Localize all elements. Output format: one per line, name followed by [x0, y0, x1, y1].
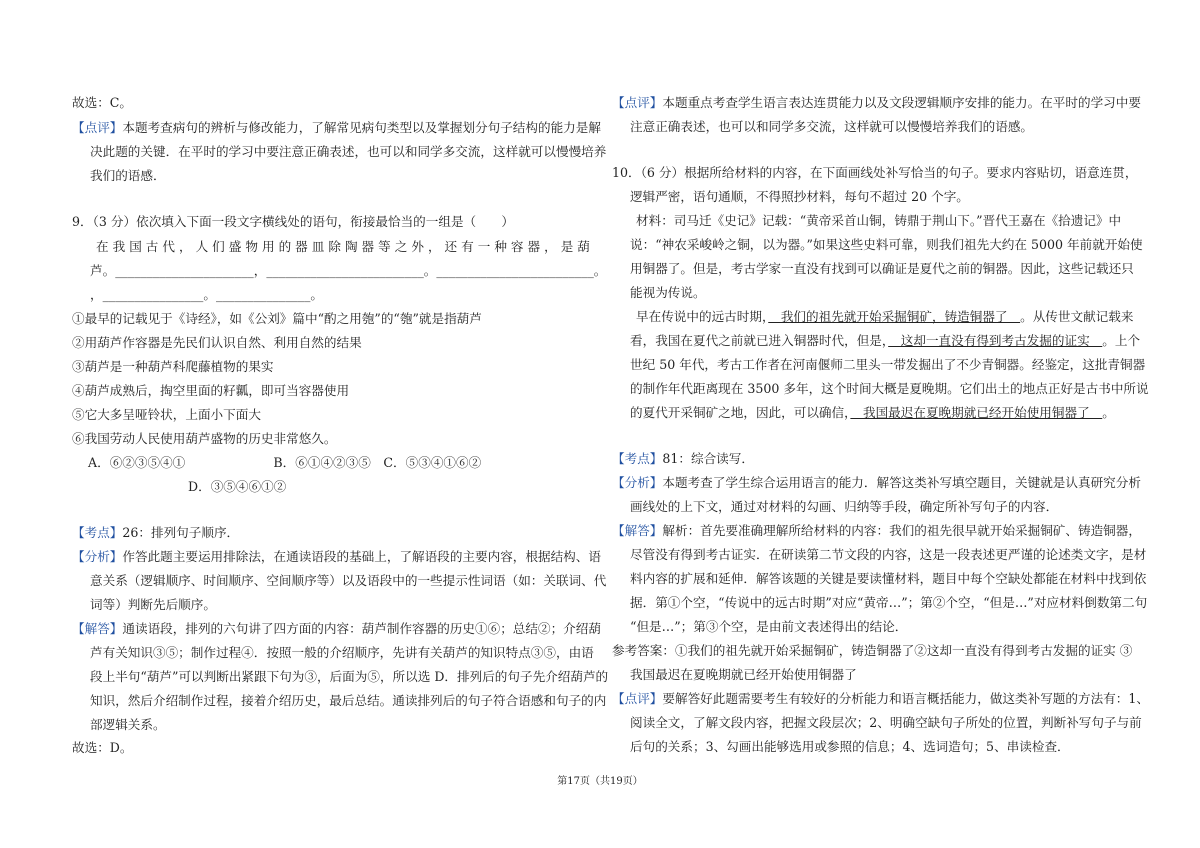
q9-fenxi-line3: 词等）判断先后顺序。 [90, 597, 216, 612]
q10-fenxi-line2: 画线处的上下文，通过对材料的勾画、归纳等手段，确定所补写句子的内容． [630, 499, 1059, 514]
q9-para-line1: 在 我 国 古 代 ， 人 们 盛 物 用 的 器 皿 除 陶 器 等 之 外 ， 还 有 一 种 容 器 ， 是 葫 [96, 239, 590, 254]
q10-dianping-line2: 阅读全文，了解文段内容，把握文段层次；2、明确空缺句子所处的位置，判断补写句子与前 [630, 715, 1142, 730]
q9-dianping-line2: 注意正确表述，也可以和同学多交流，这样就可以慢慢培养我们的语感。 [630, 119, 1033, 134]
q9-stem: 9．（3 分）依次填入下面一段文字横线处的语句，衔接最恰当的一组是（ ） [72, 214, 514, 229]
passage-line5: 的夏代开采铜矿之地，因此，可以确信， 我国最迟在夏晚期就已经开始使用铜器了 。 [630, 405, 1115, 420]
q8-comment-line1: 【点评】本题考查病句的辨析与修改能力，了解常见病句类型以及掌握划分句子结构的能力是解 [72, 120, 601, 135]
q10-kaodian: 【考点】81：综合读写． [612, 451, 754, 466]
q10-jieda-line5: “但是…”；第③个空，是由前文表述得出的结论． [630, 619, 908, 634]
passage-line3: 世纪 50 年代，考古工作者在河南偃师二里头一带发掘出了不少青铜器。经鉴定，这批青铜器 [630, 357, 1146, 372]
material-line3: 用铜器了。但是，考古学家一直没有找到可以确证是夏代之前的铜器。因此，这些记载还只 [630, 261, 1134, 276]
q9-jieda-line3: 段上半句“葫芦”可以判断出紧跟下句为③，后面为⑤，所以选 D．排列后的句子先介绍葫芦的 [90, 669, 609, 684]
q10-fenxi-line1: 【分析】本题考查了学生综合运用语言的能力．解答这类补写填空题目，关键就是认真研究分析 [612, 475, 1141, 490]
material-line4: 能视为传说。 [630, 285, 706, 300]
q9-fenxi-line2: 意关系（逻辑顺序、时间顺序、空间顺序等）以及语段中的一些提示性词语（如：关联词、代 [90, 573, 607, 588]
q9-jieda-line5: 部逻辑关系。 [90, 717, 166, 732]
q9-item-6: ⑥我国劳动人民使用葫芦盛物的历史非常悠久。 [72, 431, 337, 446]
q9-dianping-line1: 【点评】本题重点考查学生语言表达连贯能力以及文段逻辑顺序安排的能力。在平时的学习中要 [612, 95, 1141, 110]
passage-line4: 的制作年代距离现在 3500 多年，这个时间大概是夏晚期。它们出土的地点正好是古书中所说 [630, 381, 1149, 396]
q9-item-1: ①最早的记载见于《诗经》，如《公刘》篇中“酌之用匏”的“匏”就是指葫芦 [72, 311, 482, 326]
comment-tag: 【点评】 [72, 120, 123, 135]
material-line2: 说：“神农采峻岭之铜，以为器。”如果这些史料可靠，则我们祖先大约在 5000 年前就开始使 [630, 237, 1143, 252]
q10-jieda-line1: 【解答】解析：首先要准确理解所给材料的内容：我们的祖先很早就开始采掘铜矿、铸造铜器， [612, 523, 1141, 538]
q9-kaodian: 【考点】26：排列句子顺序． [72, 525, 240, 540]
q9-para-line2: 芦。______________________，_________________________。_________________________。 [90, 263, 607, 278]
q9-jieda-line4: 知识，然后介绍制作过程，接着介绍历史，最后总结。通读排列后的句子符合语感和句子的内 [90, 693, 607, 708]
page-footer: 第17页（共19页） [557, 776, 643, 787]
q9-answer: 故选：D。 [72, 740, 133, 755]
q9-fenxi-line1: 【分析】作答此题主要运用排除法，在通读语段的基础上，了解语段的主要内容，根据结构、语 [72, 549, 601, 564]
q10-stem-line1: 10．（6 分）根据所给材料的内容，在下面画线处补写恰当的句子。要求内容贴切，语意连贯， [612, 165, 1138, 180]
q9-item-5: ⑤它大多呈哑铃状，上面小下面大 [72, 407, 261, 422]
q10-jieda-line2: 尽管没有得到考古证实．在研读第二节文段的内容，这是一段表述更严谨的论述类文字，是材 [630, 547, 1147, 562]
q10-dianping-line1: 【点评】要解答好此题需要考生有较好的分析能力和语言概括能力，做这类补写题的方法有：1、 [612, 691, 1149, 706]
q8-comment-line2: 决此题的关键．在平时的学习中要注意正确表述，也可以和同学多交流，这样就可以慢慢培养 [90, 144, 607, 159]
reference-answer-line2: 我国最迟在夏晚期就已经开始使用铜器了 [630, 667, 857, 682]
answer-blank-3: 我国最迟在夏晚期就已经开始使用铜器了 [850, 405, 1103, 420]
passage-line1: 早在传说中的远古时期， 我们的祖先就开始采掘铜矿，铸造铜器了 。从传世文献记载来 [636, 309, 1134, 324]
q9-jieda-line1: 【解答】通读语段，排列的六句讲了四方面的内容：葫芦制作容器的历史①⑥；总结②；介绍葫 [72, 621, 601, 636]
q9-item-2: ②用葫芦作容器是先民们认识自然、利用自然的结果 [72, 335, 362, 350]
q10-jieda-line3: 料内容的扩展和延伸．解答该题的关键是要读懂材料，题目中每个空缺处都能在材料中找到依 [630, 571, 1147, 586]
q9-options-row2: D．③⑤④⑥①② [188, 479, 287, 494]
q10-stem-line2: 逻辑严密，语句通顺，不得照抄材料，每句不超过 20 个字。 [630, 189, 969, 204]
answer-blank-2: 这却一直没有得到考古发掘的证实 [888, 333, 1103, 348]
q10-jieda-line4: 据．第①个空，“传说中的远古时期”对应“黄帝…”；第②个空，“但是…”对应材料倒数第二句 [630, 595, 1148, 610]
q8-answer: 故选：C。 [72, 95, 133, 110]
reference-answer-line1: 参考答案：①我们的祖先就开始采掘铜矿，铸造铜器了②这却一直没有得到考古发掘的证实 ③ [612, 643, 1133, 658]
passage-line2: 看，我国在夏代之前就已进入铜器时代，但是， 这却一直没有得到考古发掘的证实 。上个 [630, 333, 1141, 348]
material-line1: 材料：司马迁《史记》记载：“黄帝采首山铜，铸鼎于荆山下。”晋代王嘉在《拾遗记》中 [636, 213, 1122, 228]
q10-dianping-line3: 后句的关系；3、勾画出能够选用或参照的信息；4、选词造句；5、串读检查． [630, 739, 1070, 754]
q9-item-3: ③葫芦是一种葫芦科爬藤植物的果实 [72, 359, 274, 374]
q9-para-line3: ，________________。_______________。 [90, 287, 323, 302]
q9-item-4: ④葫芦成熟后，掏空里面的籽瓤，即可当容器使用 [72, 383, 350, 398]
q9-jieda-line2: 芦有关知识③⑤；制作过程④．按照一般的介绍顺序，先讲有关葫芦的知识特点③⑤，由语 [90, 645, 594, 660]
answer-blank-1: 我们的祖先就开始采掘铜矿，铸造铜器了 [768, 309, 1021, 324]
q8-comment-line3: 我们的语感． [90, 168, 166, 183]
q9-options-row1: A．⑥②③⑤④① B．⑥①④②③⑤ C．⑤③④①⑥② [88, 455, 482, 470]
